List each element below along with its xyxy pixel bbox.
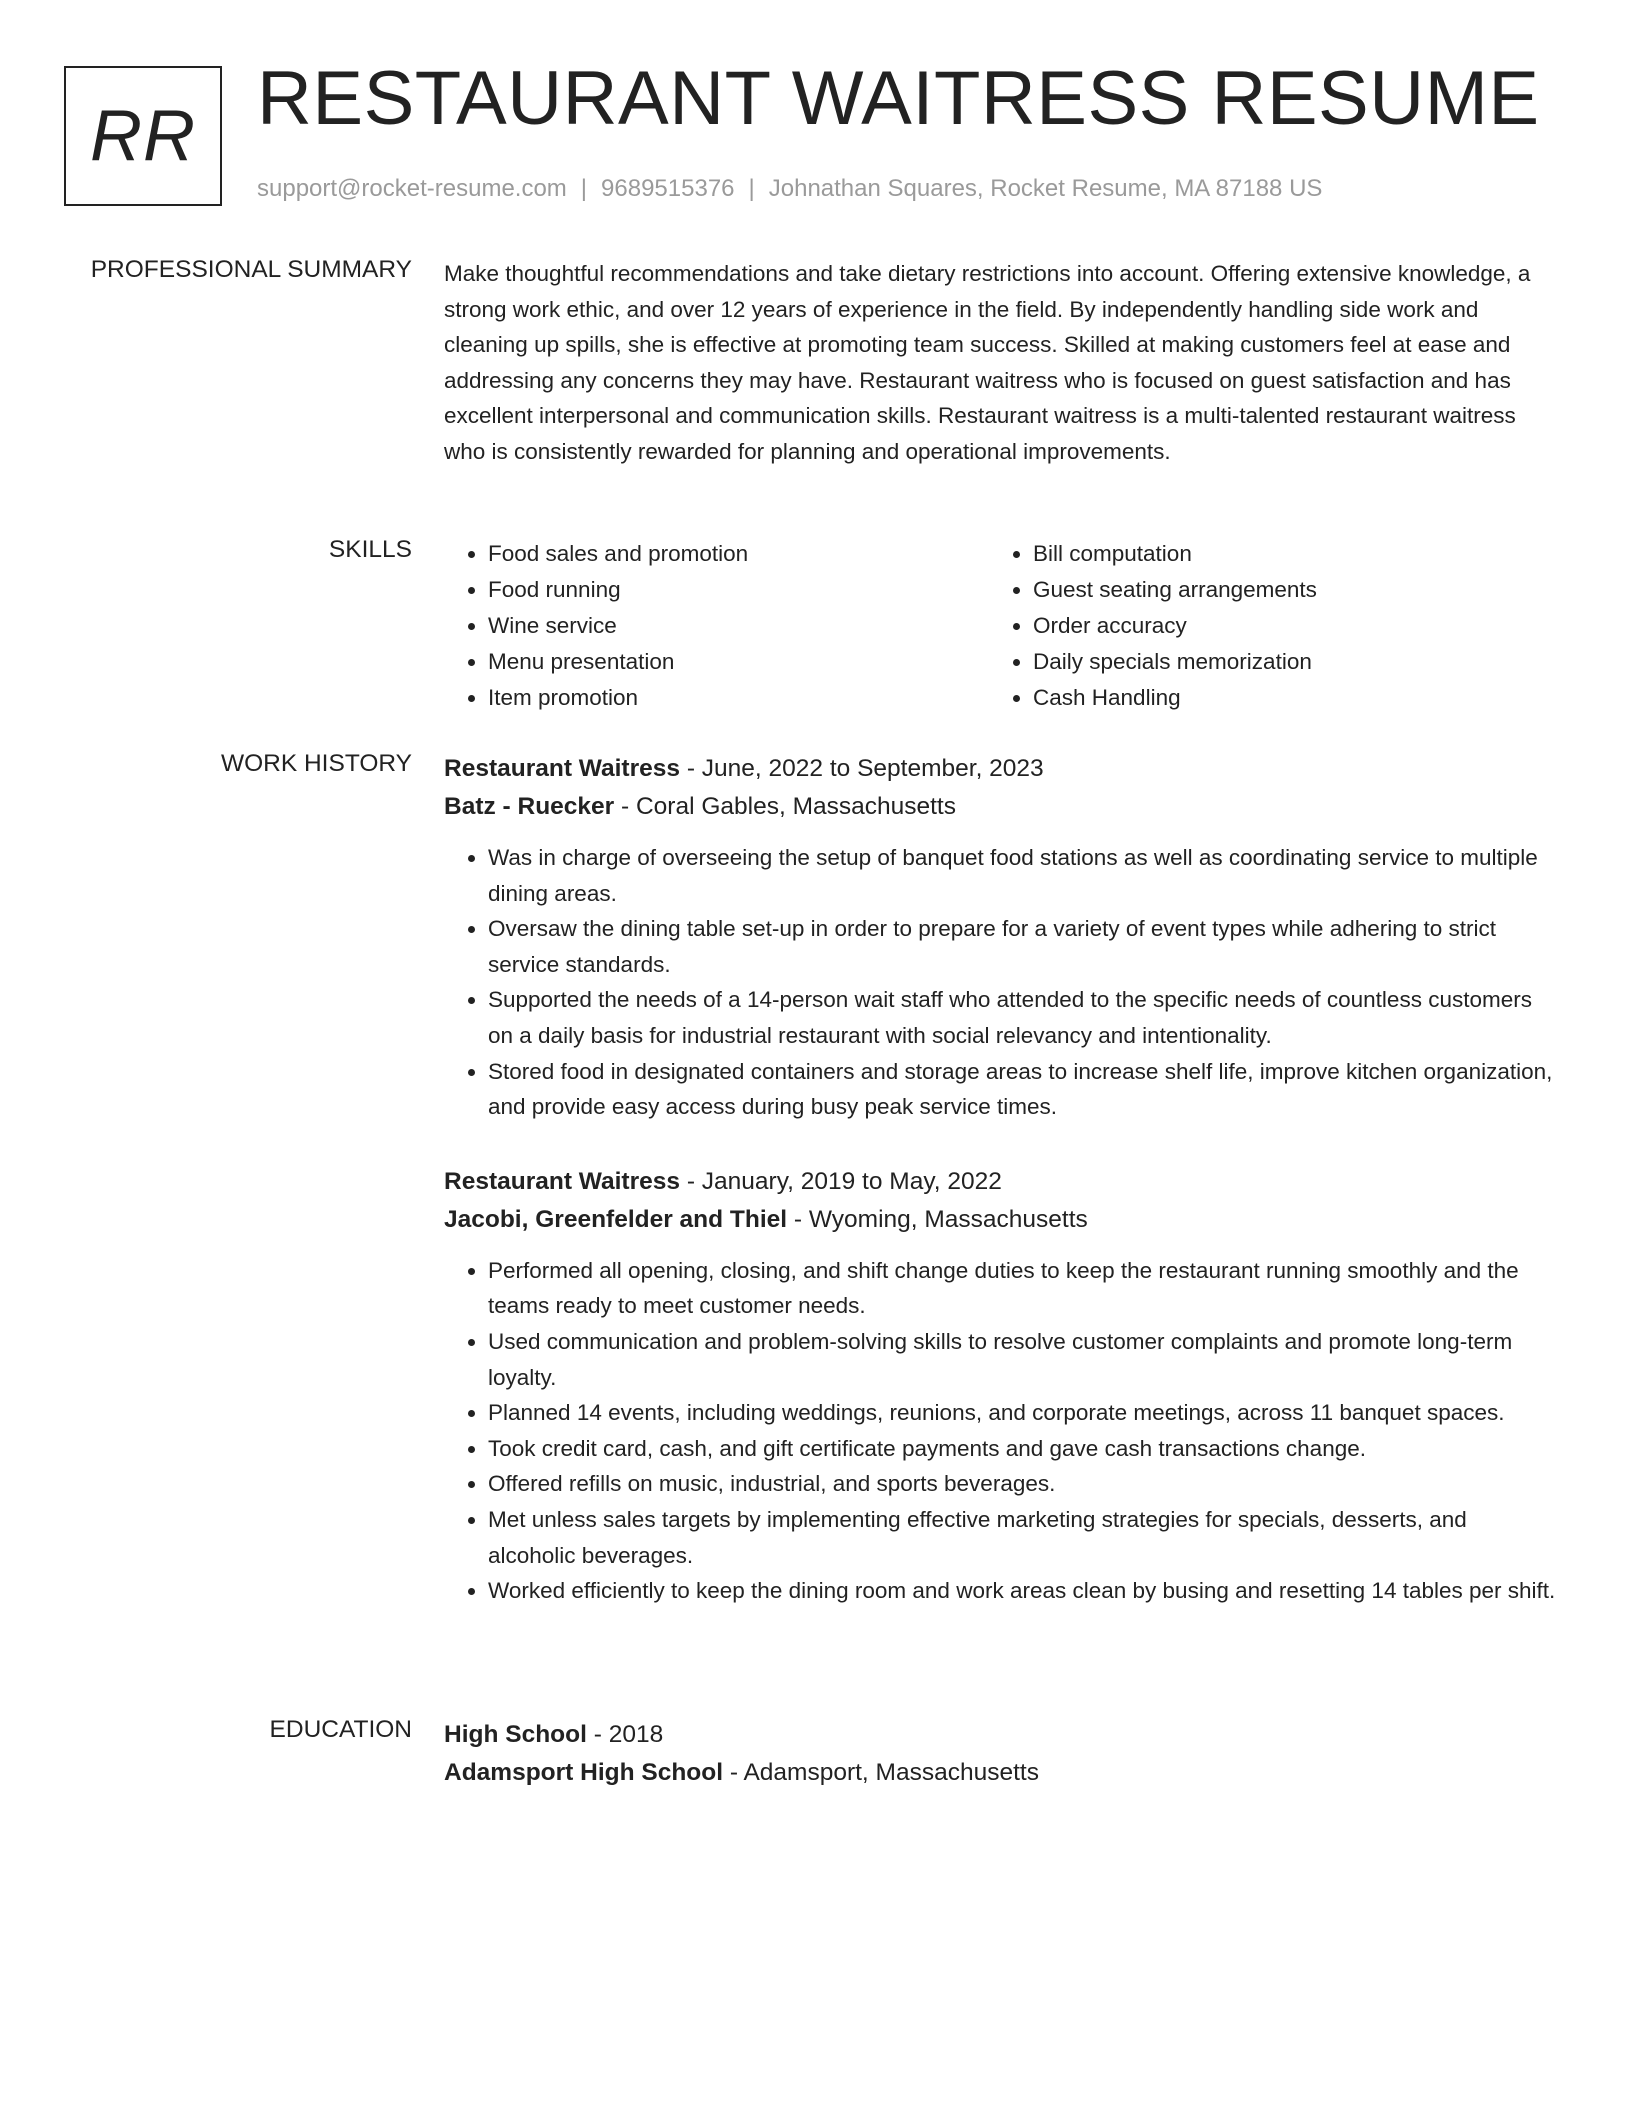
monogram-initials: RR: [90, 96, 196, 176]
job-bullet: • Used communication and problem-solving skills to resolve customer complaints and promote long-term loyalty.: [488, 1324, 1556, 1395]
skills-heading: SKILLS: [328, 536, 412, 563]
contact-phone: 9689515376: [601, 175, 735, 202]
contact-address: Johnathan Squares, Rocket Resume, MA 87188 US: [768, 175, 1323, 202]
work-history-body: [444, 750, 1556, 1609]
job-entry: [444, 1163, 1556, 1609]
skill-item: • Item promotion: [488, 680, 989, 716]
job-dates: - June, 2022 to September, 2023: [680, 755, 1044, 782]
job-bullet: • Worked efficiently to keep the dining room and work areas clean by busing and resetting 14 tables per shift.: [488, 1573, 1556, 1609]
job-title: Restaurant Waitress: [444, 755, 681, 782]
work-history-heading: WORK HISTORY: [220, 750, 412, 777]
skill-item: • Menu presentation: [488, 644, 989, 680]
job-bullet: • Oversaw the dining table set-up in order to prepare for a variety of event types while adhering to strict service standards.: [488, 911, 1556, 982]
degree-line: [444, 1716, 1556, 1754]
job-bullet: • Performed all opening, closing, and shift change duties to keep the restaurant running smoothly and the teams ready to meet customer needs.: [488, 1253, 1556, 1324]
company-line: [444, 1201, 1556, 1239]
summary-text: Make thoughtful recommendations and take dietary restrictions into account. Offering extensive knowledge, a strong work ethic, and over 12 years of experience in the field. By independently handling side work and cleaning up spills, she is effective at promoting team success. Skilled at making customers feel at ease and addressing any concerns they may have. Restaurant waitress who is focused on guest satisfaction and has excellent interpersonal and communication skills. Restaurant waitress is a multi-talented restaurant waitress who is consistently rewarded for planning and operational improvements.: [444, 261, 1531, 464]
job-title-line: [444, 1163, 1556, 1201]
skill-item: • Guest seating arrangements: [1033, 572, 1534, 608]
degree: High School: [444, 1721, 587, 1748]
contact-separator: |: [748, 175, 755, 202]
job-bullet: • Planned 14 events, including weddings, reunions, and corporate meetings, across 11 banquet spaces.: [488, 1395, 1556, 1431]
contact-email: support@rocket-resume.com: [257, 175, 567, 202]
company-name: Batz - Ruecker: [444, 793, 615, 820]
skills-body: [444, 536, 1556, 716]
skill-item: • Food sales and promotion: [488, 536, 989, 572]
skill-item: • Order accuracy: [1033, 608, 1534, 644]
skill-item: • Wine service: [488, 608, 989, 644]
graduation-year: - 2018: [586, 1721, 664, 1748]
company-line: [444, 788, 1556, 826]
contact-line: [257, 175, 1322, 203]
education-body: [444, 1716, 1556, 1792]
summary-body: [444, 256, 1556, 470]
company-location: - Wyoming, Massachusetts: [787, 1205, 1088, 1233]
job-bullet: • Met unless sales targets by implementing effective marketing strategies for specials, desserts, and alcoholic beverages.: [488, 1502, 1556, 1573]
summary-heading: PROFESSIONAL SUMMARY: [90, 256, 412, 283]
skills-column-right: [989, 536, 1534, 716]
job-title: Restaurant Waitress: [444, 1167, 681, 1195]
education-heading: EDUCATION: [269, 1716, 412, 1743]
job-bullet: • Was in charge of overseeing the setup of banquet food stations as well as coordinating service to multiple dining areas.: [488, 840, 1556, 911]
school-line: [444, 1754, 1556, 1792]
contact-separator: |: [580, 175, 588, 202]
skill-item: • Bill computation: [1033, 536, 1534, 572]
skills-list: [444, 536, 1556, 716]
company-name: Jacobi, Greenfelder and Thiel: [444, 1205, 788, 1233]
company-location: - Coral Gables, Massachusetts: [614, 793, 956, 820]
job-bullet: • Offered refills on music, industrial, and sports beverages.: [488, 1466, 1556, 1502]
job-dates: - January, 2019 to May, 2022: [680, 1167, 1002, 1195]
skill-item: • Cash Handling: [1033, 680, 1534, 716]
school-location: - Adamsport, Massachusetts: [723, 1759, 1039, 1786]
skill-item: • Food running: [488, 572, 989, 608]
monogram-logo: [64, 66, 222, 206]
resume-title: RESTAURANT WAITRESS RESUME: [257, 56, 1540, 141]
school-name: Adamsport High School: [444, 1759, 724, 1786]
job-bullets: [444, 1253, 1556, 1609]
job-entry: [444, 750, 1556, 1125]
job-bullet: • Took credit card, cash, and gift certificate payments and gave cash transactions change.: [488, 1431, 1556, 1467]
job-title-line: [444, 750, 1556, 788]
job-bullet: • Supported the needs of a 14-person wait staff who attended to the specific needs of countless customers on a daily basis for industrial restaurant with social relevancy and intentionality.: [488, 982, 1556, 1053]
job-bullets: [444, 840, 1556, 1125]
job-bullet: • Stored food in designated containers and storage areas to increase shelf life, improve kitchen organization, and provide easy access during busy peak service times.: [488, 1054, 1556, 1125]
skill-item: • Daily specials memorization: [1033, 644, 1534, 680]
skills-column-left: [444, 536, 989, 716]
